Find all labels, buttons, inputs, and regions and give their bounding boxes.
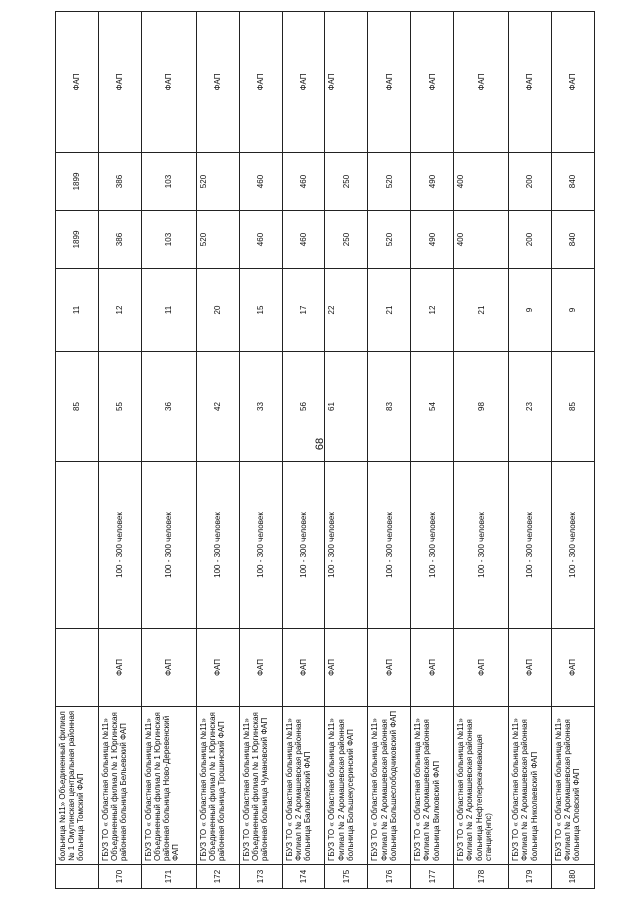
value-b: 22 bbox=[325, 269, 368, 352]
value-c: 460 bbox=[282, 211, 325, 269]
value-b: 9 bbox=[552, 269, 595, 352]
row-number: 176 bbox=[368, 865, 411, 889]
value-c: 1899 bbox=[56, 211, 99, 269]
facility-category: ФАП bbox=[368, 12, 411, 153]
row-number: 179 bbox=[509, 865, 552, 889]
value-b: 17 bbox=[282, 269, 325, 352]
row-number: 180 bbox=[552, 865, 595, 889]
value-d: 103 bbox=[141, 153, 196, 211]
value-d: 460 bbox=[282, 153, 325, 211]
value-b: 21 bbox=[368, 269, 411, 352]
value-c: 250 bbox=[325, 211, 368, 269]
value-c: 103 bbox=[141, 211, 196, 269]
population-range: 100 - 300 человек bbox=[411, 462, 454, 629]
value-b: 12 bbox=[98, 269, 141, 352]
population-range: 100 - 300 человек bbox=[196, 462, 239, 629]
value-d: 520 bbox=[196, 153, 239, 211]
row-number: 178 bbox=[454, 865, 509, 889]
value-a: 85 bbox=[56, 352, 99, 462]
institution-name: ГБУЗ ТО « Областная больница №11» Филиал № 2 Аромашевская районная больница Балаклейский ФАП bbox=[282, 707, 325, 865]
facility-type: ФАП bbox=[141, 629, 196, 707]
value-d: 490 bbox=[411, 153, 454, 211]
value-b: 12 bbox=[411, 269, 454, 352]
table-row bbox=[56, 12, 99, 889]
row-number: 171 bbox=[141, 865, 196, 889]
value-a: 55 bbox=[98, 352, 141, 462]
population-range: 100 - 300 человек bbox=[239, 462, 282, 629]
institution-name: ГБУЗ ТО « Областная больница №11» Филиал № 2 Аромашевская районная больница Вилковский ФАП bbox=[411, 707, 454, 865]
institution-name: ГБУЗ ТО « Областная больница №11» Филиал № 2 Аромашевская районная больница Оповский ФАП bbox=[552, 707, 595, 865]
value-a: 85 bbox=[552, 352, 595, 462]
table-row bbox=[98, 12, 141, 889]
value-b: 21 bbox=[454, 269, 509, 352]
population-range: 100 - 300 человек bbox=[325, 462, 368, 629]
table-row bbox=[141, 12, 196, 889]
table-row bbox=[509, 12, 552, 889]
population-range: 100 - 300 человек bbox=[454, 462, 509, 629]
value-a: 36 bbox=[141, 352, 196, 462]
table-row bbox=[411, 12, 454, 889]
value-c: 840 bbox=[552, 211, 595, 269]
value-d: 386 bbox=[98, 153, 141, 211]
institution-name: ГБУЗ ТО « Областная больница №11» Филиал № 2 Аромашевская районная больница Большеслободчиковский ФАП bbox=[368, 707, 411, 865]
row-number: 170 bbox=[98, 865, 141, 889]
value-a: 61 bbox=[325, 352, 368, 462]
value-a: 23 bbox=[509, 352, 552, 462]
institution-name: ГБУЗ ТО « Областная больница №11» Объединенный филиал № 1 Юргинская районная больница Чумановский ФАП bbox=[239, 707, 282, 865]
value-c: 490 bbox=[411, 211, 454, 269]
table-row bbox=[196, 12, 239, 889]
population-range: 100 - 300 человек bbox=[368, 462, 411, 629]
facility-type: ФАП bbox=[325, 629, 368, 707]
value-a: 54 bbox=[411, 352, 454, 462]
facility-category: ФАП bbox=[325, 12, 368, 153]
value-b: 11 bbox=[56, 269, 99, 352]
value-a: 33 bbox=[239, 352, 282, 462]
value-d: 1899 bbox=[56, 153, 99, 211]
population-range: 100 - 300 человек bbox=[282, 462, 325, 629]
facility-type: ФАП bbox=[368, 629, 411, 707]
row-number: 177 bbox=[411, 865, 454, 889]
value-d: 840 bbox=[552, 153, 595, 211]
facility-type: ФАП bbox=[98, 629, 141, 707]
table-row bbox=[239, 12, 282, 889]
population-range: 100 - 300 человек bbox=[141, 462, 196, 629]
facility-type: ФАП bbox=[552, 629, 595, 707]
row-number: 174 bbox=[282, 865, 325, 889]
population-range: 100 - 300 человек bbox=[552, 462, 595, 629]
row-number: 175 bbox=[325, 865, 368, 889]
facility-type: ФАП bbox=[454, 629, 509, 707]
value-d: 250 bbox=[325, 153, 368, 211]
institution-name: ГБУЗ ТО « Областная больница №11» Объединенный филиал № 1 Юргинская районная больница Ново-Деревенский ФАП bbox=[141, 707, 196, 865]
value-a: 98 bbox=[454, 352, 509, 462]
facility-category: ФАП bbox=[239, 12, 282, 153]
value-b: 20 bbox=[196, 269, 239, 352]
facility-type: ФАП bbox=[509, 629, 552, 707]
value-b: 11 bbox=[141, 269, 196, 352]
institution-name: ГБУЗ ТО « Областная больница №11» Объединенный филиал № 1 Юргинская районная больница Бельевский ФАП bbox=[98, 707, 141, 865]
value-d: 520 bbox=[368, 153, 411, 211]
table-row bbox=[368, 12, 411, 889]
value-b: 15 bbox=[239, 269, 282, 352]
facility-category: ФАП bbox=[196, 12, 239, 153]
row-number: 172 bbox=[196, 865, 239, 889]
value-c: 386 bbox=[98, 211, 141, 269]
value-d: 200 bbox=[509, 153, 552, 211]
value-d: 460 bbox=[239, 153, 282, 211]
facility-category: ФАП bbox=[282, 12, 325, 153]
rotated-table-wrapper bbox=[55, 12, 595, 889]
value-d: 400 bbox=[454, 153, 509, 211]
row-number bbox=[56, 865, 99, 889]
table-row bbox=[454, 12, 509, 889]
table-row bbox=[325, 12, 368, 889]
value-a: 56 bbox=[282, 352, 325, 462]
facility-category: ФАП bbox=[552, 12, 595, 153]
population-range: 100 - 300 человек bbox=[509, 462, 552, 629]
facility-category: ФАП bbox=[98, 12, 141, 153]
institution-name: ГБУЗ ТО « Областная больница №11» Филиал № 2 Аромашевская районная больница Большекусеринский ФАП bbox=[325, 707, 368, 865]
value-a: 83 bbox=[368, 352, 411, 462]
population-range: 100 - 300 человек bbox=[98, 462, 141, 629]
facility-category: ФАП bbox=[509, 12, 552, 153]
institution-name: ГБУЗ ТО « Областная больница №11» Филиал № 2 Аромашевская районная больница Нефтеперекачивающая станция(нпс) bbox=[454, 707, 509, 865]
value-c: 520 bbox=[368, 211, 411, 269]
page-number: 68 bbox=[314, 437, 326, 451]
facility-category: ФАП bbox=[411, 12, 454, 153]
facility-type: ФАП bbox=[196, 629, 239, 707]
row-number: 173 bbox=[239, 865, 282, 889]
value-c: 520 bbox=[196, 211, 239, 269]
facility-type bbox=[56, 629, 99, 707]
table-row bbox=[552, 12, 595, 889]
table-row bbox=[282, 12, 325, 889]
facility-type: ФАП bbox=[411, 629, 454, 707]
population-range bbox=[56, 462, 99, 629]
fap-table bbox=[55, 11, 595, 889]
institution-name: ГБУЗ ТО « Областная больница №11» Объединенный филиал № 1 Юргинская районная больница Трошинский ФАП bbox=[196, 707, 239, 865]
facility-type: ФАП bbox=[239, 629, 282, 707]
facility-category: ФАП bbox=[454, 12, 509, 153]
institution-name: больница №11» Объединенный филиал № 1 Омутинская центральная районная больница Томский ФАП bbox=[56, 707, 99, 865]
value-c: 200 bbox=[509, 211, 552, 269]
facility-type: ФАП bbox=[282, 629, 325, 707]
value-a: 42 bbox=[196, 352, 239, 462]
value-c: 460 bbox=[239, 211, 282, 269]
institution-name: ГБУЗ ТО « Областная больница №11» Филиал № 2 Аромашевская районная больница Николаевский ФАП bbox=[509, 707, 552, 865]
value-b: 9 bbox=[509, 269, 552, 352]
value-c: 400 bbox=[454, 211, 509, 269]
facility-category: ФАП bbox=[56, 12, 99, 153]
facility-category: ФАП bbox=[141, 12, 196, 153]
